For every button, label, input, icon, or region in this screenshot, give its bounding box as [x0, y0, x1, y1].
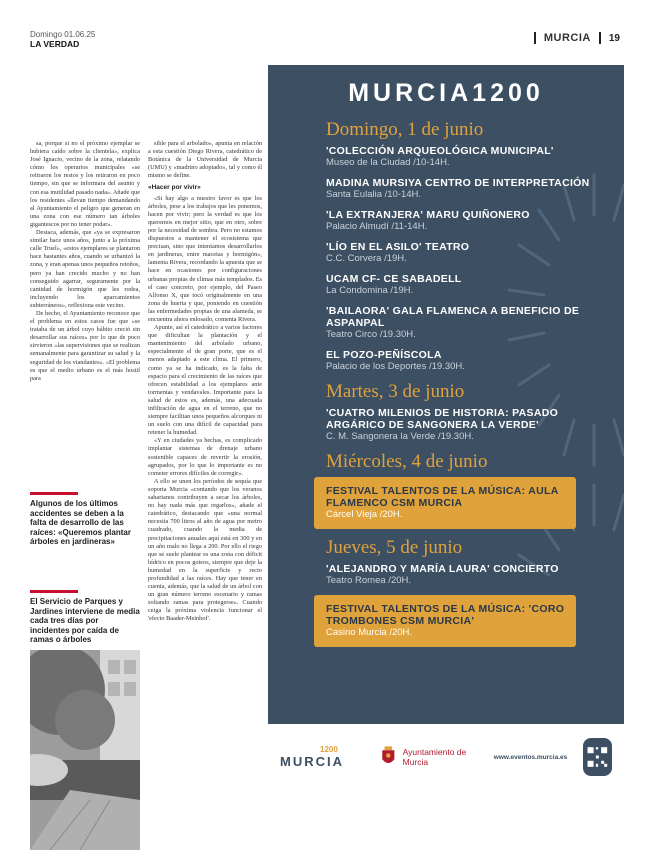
- section-name: MURCIA: [534, 32, 601, 44]
- paragraph: Destaca, además, que «ya se expresaron similar hace unos años, junto a la próxima calle Truel», «estos ejemplares se plantaron hace bastantes años, cuando se urbanizó la zona, y eran apenas unos pequeños retoños, pero ya han crecido mucho y no han conseguido agarrar, seguramente por la cantidad de hormigón que les rodea, incluyendo los aparcamientos subterráneos», reflexiona este vecino.: [30, 229, 140, 309]
- article-column-1: [30, 140, 140, 383]
- ad-footer: [268, 724, 624, 790]
- event-item-highlighted: [314, 595, 576, 647]
- newspaper-name: LA VERDAD: [30, 39, 80, 49]
- paragraph: «Y en ciudades ya hechas, es complicado implantar sistemas de drenaje urbano sostenible capaces de revertir la erosión, agrupados, por lo que lo importante es no cometer errores difíciles de corregir».: [148, 437, 262, 477]
- street-photo: [30, 650, 140, 850]
- pull-quote-rule: [30, 590, 78, 593]
- event-item: [326, 305, 616, 341]
- murcia1200-advertisement: [268, 65, 624, 790]
- event-title: 'BAILAORA' GALA FLAMENCA A BENEFICIO DE ASPANPAL: [326, 305, 580, 329]
- paragraph: Apunte, así el catedrático a varios factores que dificultan la plantación y el mantenimiento del arbolado urbano, especialmente el de gran porte, que es el menos adaptado a este clima. El primero, como ya se ha indicado, es la falta de espacio para el crecimiento de las raíces que ofrecen estabilidad a los ejemplares ante tormentas y vendavales. Importante para la salud de estos es, además, una adecuada infiltración de agua en el terreno, que no siempre facilitan unos pequeños alcorques ni un suelo con una difícil de capacidad para retener la humedad.: [148, 324, 262, 437]
- event-item: [326, 145, 616, 169]
- day-heading: Jueves, 5 de junio: [326, 537, 463, 558]
- footer-murcia1200-logo: [280, 745, 344, 769]
- event-title: 'LA EXTRANJERA' MARU QUIÑONERO: [326, 209, 530, 221]
- pull-quote-2: [30, 590, 140, 645]
- paragraph: «Si hay algo a nuestro favor es que los árboles, pese a los trabajos que les ponemos, hacen por vivir; pero la verdad es que los queremos en mejor sitio, que en otro, sobre por la necesidad de sombra. Pero no estamos dispuestos a mantener el ecosistema que precisan, sino que intentamos desarrollarlos en jardineras, entre macetas y hormigón», lamenta Rivera, recordando la apuesta que se hace en ocasiones por configuraciones urbanas propias de climas más templados. Es el caso concreto, por ejemplo, del Paseo Alfonso X, que tocó originalmente en una zona de huerta y que, poniendo en cuestión las enfermedades propias de una alameda, se encuentra ahora enlosado, comenta Rivera.: [148, 194, 262, 323]
- event-title: FESTIVAL TALENTOS DE LA MÚSICA: AULA FLAMENCO CSM MURCIA: [326, 485, 559, 509]
- footer-logo-number: 1200: [320, 745, 338, 754]
- event-title: UCAM CF- CE SABADELL: [326, 273, 462, 285]
- event-title: 'COLECCIÓN ARQUEOLÓGICA MUNICIPAL': [326, 145, 554, 157]
- event-schedule: [326, 117, 616, 655]
- event-venue: Teatro Circo /19.30H.: [326, 329, 416, 340]
- paragraph: De hecho, el Ayuntamiento reconoce que el problema en estos casos fue que «se trataba de un árbol cuyo hábito creció sin desarrollar sus raíces» por lo que de poco sirvieron «las supervisiones que se realizan semanalmente para garantizar su salud y la seguridad de los viandantes». «El problema es que el medio urbano es el más hostil para: [30, 309, 140, 382]
- event-venue: La Condomina /19H.: [326, 285, 414, 296]
- footer-logo-text: MURCIA: [280, 754, 344, 769]
- article-subhead: «Hacer por vivir»: [148, 184, 201, 192]
- event-item-highlighted: [314, 477, 576, 529]
- murcia1200-logo: MURCIA1200: [348, 79, 544, 107]
- event-venue: Teatro Romea /20H.: [326, 575, 412, 586]
- event-venue: Palacio Almudí /11-14H.: [326, 221, 428, 232]
- photo-illustration: [30, 650, 140, 850]
- event-item: [326, 241, 616, 265]
- event-venue: C.C. Corvera /19H.: [326, 253, 407, 264]
- event-item: [326, 273, 616, 297]
- paragraph: A ello se unen los períodos de sequía que soporta Murcia «contando que los veranos saharianos contribuyen a secar los árboles, no hay nada más que regarlos», añade el catedrático, destacando que «una normal necesita 700 litros al año de agua por metro cuadrado, cuando la media de precipitaciones anuales aquí está en 300 y en un año malo no llega a 200. Por ello el riego que se suele plantear es una zona con déficit hídrico en pocos goteos, siempre que deje la humedad en la superficie y recto profundidad a las raíces. Hay que tener en cuenta, además, que la salud de un árbol con un gran número terreno escenario y ramas soltando ramas para protegerse». Cuando ceiga la próxima violencia funcionar el 'efecto Baader-Meinhof'.: [148, 477, 262, 623]
- event-venue: Casino Murcia /20H.: [326, 627, 413, 638]
- pull-quote-1: [30, 492, 140, 547]
- pull-quote-text: Algunos de los últimos accidentes se deben a la falta de desarrollo de las raíces: «Queremos plantar árboles en jardineras»: [30, 499, 131, 546]
- paragraph: sible para el arbolado», apunta en relación a esta cuestión Diego Rivera, catedrático de Botánica de la Universidad de Murcia (UMU) y «madrino adoptado», tal y como él mismo se define.: [148, 140, 262, 180]
- section-header: [534, 32, 620, 44]
- issue-date: Domingo 01.06.25: [30, 30, 96, 39]
- city-council-name: Ayuntamiento de Murcia: [402, 747, 467, 767]
- event-item: [326, 349, 616, 373]
- event-venue: Museo de la Ciudad /10-14H.: [326, 157, 450, 168]
- event-title: MADINA MURSIYA CENTRO DE INTERPRETACIÓN: [326, 177, 590, 189]
- event-item: [326, 209, 616, 233]
- event-item: [326, 563, 616, 587]
- paragraph: sa, porque si no el próximo ejemplar se hubiera caído sobre la clientela», explica José Ignacio, vecino de la zona, relatando cómo los operarios municipales «se retiraron los restos y los retiraron en poco tiempo, sin que se informara del asunto y con esa inutilidad pasado nada». Añade que los residentes «llevan tiempo demandando al Ayuntamiento el peligro que generan en una zona con ese número tan árboles gigantescos por no tener podar».: [30, 140, 140, 228]
- city-crest-icon: [380, 742, 397, 772]
- event-venue: Cárcel Vieja /20H.: [326, 509, 403, 520]
- masthead: [30, 30, 95, 49]
- events-website[interactable]: www.eventos.murcia.es: [493, 753, 568, 761]
- pull-quote-text: El Servicio de Parques y Jardines interviene de media cada tres días por incidentes por caída de ramas o árboles: [30, 597, 140, 644]
- event-title: 'ALEJANDRO Y MARÍA LAURA' CONCIERTO: [326, 563, 559, 575]
- event-title: 'CUATRO MILENIOS DE HISTORIA: PASADO ARGÁRICO DE SANGONERA LA VERDE': [326, 407, 559, 431]
- day-heading: Miércoles, 4 de junio: [326, 451, 488, 472]
- qr-code-icon[interactable]: [583, 738, 612, 776]
- event-item: [326, 177, 616, 201]
- event-venue: C. M. Sangonera la Verde /19.30H.: [326, 431, 474, 442]
- event-venue: Santa Eulalia /10-14H.: [326, 189, 422, 200]
- event-item: [326, 407, 616, 443]
- day-heading: Domingo, 1 de junio: [326, 119, 484, 140]
- event-title: FESTIVAL TALENTOS DE LA MÚSICA: 'CORO TROMBONES CSM MURCIA': [326, 603, 565, 627]
- event-title: EL POZO-PEÑÍSCOLA: [326, 349, 442, 361]
- pull-quote-rule: [30, 492, 78, 495]
- day-heading: Martes, 3 de junio: [326, 381, 465, 402]
- article-column-2: [148, 140, 262, 624]
- event-title: 'LÍO EN EL ASILO' TEATRO: [326, 241, 470, 253]
- page-number: 19: [608, 32, 620, 44]
- event-venue: Palacio de los Deportes /19.30H.: [326, 361, 465, 372]
